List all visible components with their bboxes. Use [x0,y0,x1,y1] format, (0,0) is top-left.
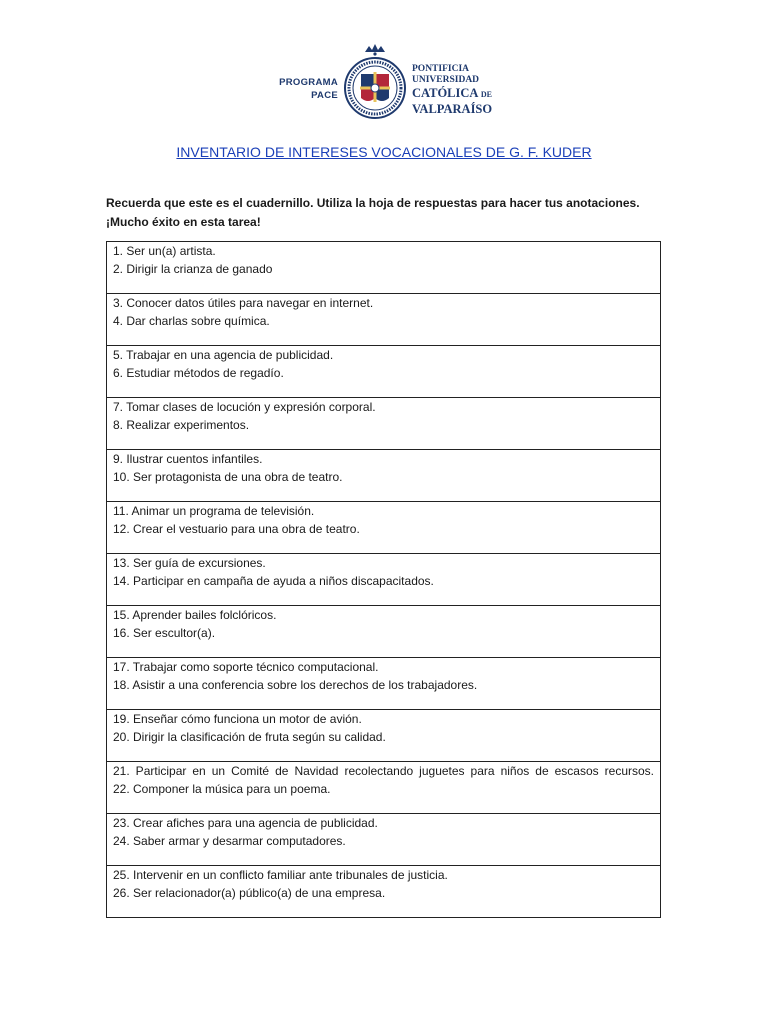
table-row [107,866,660,918]
list-item: 5. Trabajar en una agencia de publicidad. [113,348,334,362]
list-item: 24. Saber armar y desarmar computadores. [113,833,346,848]
table-row [107,242,660,294]
list-item: 12. Crear el vestuario para una obra de teatro. [113,521,360,536]
list-item: 17. Trabajar como soporte técnico computacional. [113,660,379,674]
table-row [107,398,660,450]
list-item: 11. Animar un programa de televisión. [113,504,315,518]
list-item: 3. Conocer datos útiles para navegar en internet. [113,296,374,310]
list-item: 22. Componer la música para un poema. [113,781,331,796]
list-item: 21. Participar en un Comité de Navidad recolectando juguetes para niños de escasos recursos. [113,764,654,778]
intro-text [106,194,666,232]
university-seal-icon [343,42,407,122]
table-row [107,762,660,814]
list-item: 26. Ser relacionador(a) público(a) de una empresa. [113,885,386,900]
university-line-valparaiso: VALPARAÍSO [412,102,493,116]
list-item: 25. Intervenir en un conflicto familiar ante tribunales de justicia. [113,868,448,882]
table-row [107,554,660,606]
pace-label: PACE [311,90,338,101]
document-title: INVENTARIO DE INTERESES VOCACIONALES DE G. F. KUDER [176,144,592,160]
university-line-universidad: UNIVERSIDAD [412,75,480,85]
table-row [107,658,660,710]
list-item: 20. Dirigir la clasificación de fruta según su calidad. [113,729,386,744]
list-item: 1. Ser un(a) artista. [113,244,216,258]
intro-line-2: ¡Mucho éxito en esta tarea! [106,215,261,229]
list-item: 2. Dirigir la crianza de ganado [113,261,273,276]
table-row [107,710,660,762]
table-row [107,346,660,398]
list-item: 10. Ser protagonista de una obra de teatro. [113,469,343,484]
items-table [106,241,661,918]
programa-pace-logo-text [262,76,338,102]
list-item: 8. Realizar experimentos. [113,417,250,432]
list-item: 15. Aprender bailes folclóricos. [113,608,277,622]
table-row [107,606,660,658]
programa-label: PROGRAMA [279,77,338,88]
list-item: 19. Enseñar cómo funciona un motor de avión. [113,712,362,726]
page-header [0,40,768,130]
table-row [107,814,660,866]
university-name [412,64,542,116]
list-item: 6. Estudiar métodos de regadío. [113,365,284,380]
list-item: 9. Ilustrar cuentos infantiles. [113,452,263,466]
list-item: 16. Ser escultor(a). [113,625,216,640]
university-line-pontificia: PONTIFICIA [412,64,470,74]
list-item: 14. Participar en campaña de ayuda a niños discapacitados. [113,573,434,588]
table-row [107,294,660,346]
table-row [107,502,660,554]
list-item: 18. Asistir a una conferencia sobre los derechos de los trabajadores. [113,677,478,692]
university-line-catolica: CATÓLICA DE [412,86,493,100]
intro-line-1: Recuerda que este es el cuadernillo. Utiliza la hoja de respuestas para hacer tus anotaciones. [106,196,640,210]
list-item: 7. Tomar clases de locución y expresión corporal. [113,400,376,414]
table-row [107,450,660,502]
list-item: 23. Crear afiches para una agencia de publicidad. [113,816,378,830]
list-item: 4. Dar charlas sobre química. [113,313,270,328]
list-item: 13. Ser guía de excursiones. [113,556,266,570]
